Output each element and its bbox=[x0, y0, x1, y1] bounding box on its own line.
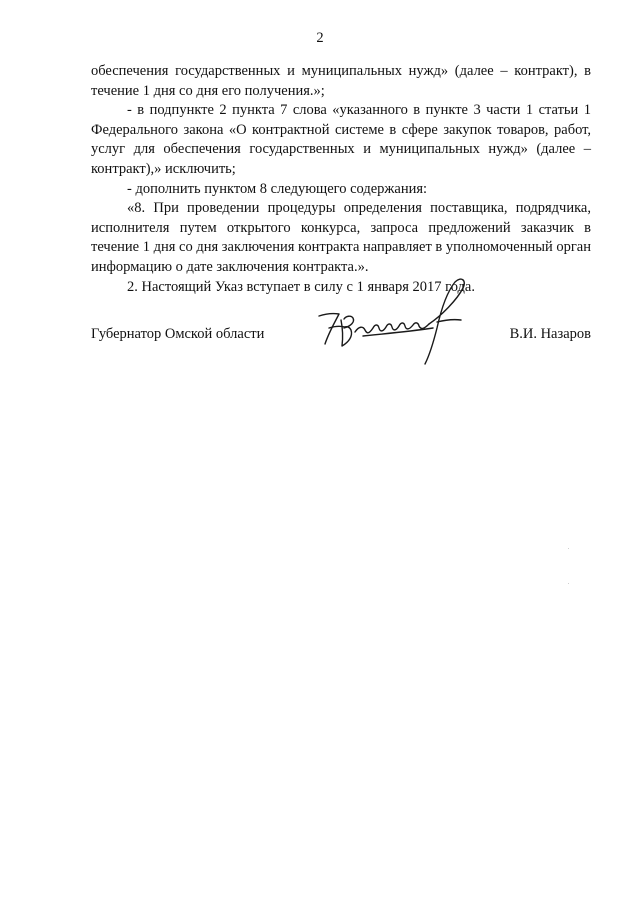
signer-title: Губернатор Омской области bbox=[91, 326, 265, 342]
document-body bbox=[91, 62, 591, 297]
paragraph-continuation: обеспечения государственных и муниципальных нужд» (далее – контракт), в течение 1 дня со дня его получения.»; bbox=[91, 63, 591, 99]
scan-speck bbox=[568, 548, 569, 549]
handwritten-signature bbox=[311, 270, 501, 370]
page-number: 2 bbox=[316, 30, 324, 46]
scan-speck bbox=[568, 583, 569, 584]
signer-name: В.И. Назаров bbox=[509, 326, 591, 342]
paragraph-effective-date: 2. Настоящий Указ вступает в силу с 1 января 2017 года. bbox=[127, 278, 475, 295]
signature-block bbox=[91, 270, 591, 380]
paragraph-amendment-subpoint: - в подпункте 2 пункта 7 слова «указанного в пункте 3 части 1 статьи 1 Федерального закона «О контрактной системе в сфере закупок товаров, работ, услуг для обеспечения государственных и муниципальных нужд» (далее – контракт),» исключить; bbox=[91, 102, 591, 177]
paragraph-point-8: «8. При проведении процедуры определения поставщика, подрядчика, исполнителя путем открытого конкурса, запроса предложений заказчик в течение 1 дня со дня заключения контракта направляет в уполномоченный орган информацию о дате заключения контракта.». bbox=[91, 200, 591, 275]
paragraph-amendment-add: - дополнить пунктом 8 следующего содержания: bbox=[127, 180, 428, 197]
